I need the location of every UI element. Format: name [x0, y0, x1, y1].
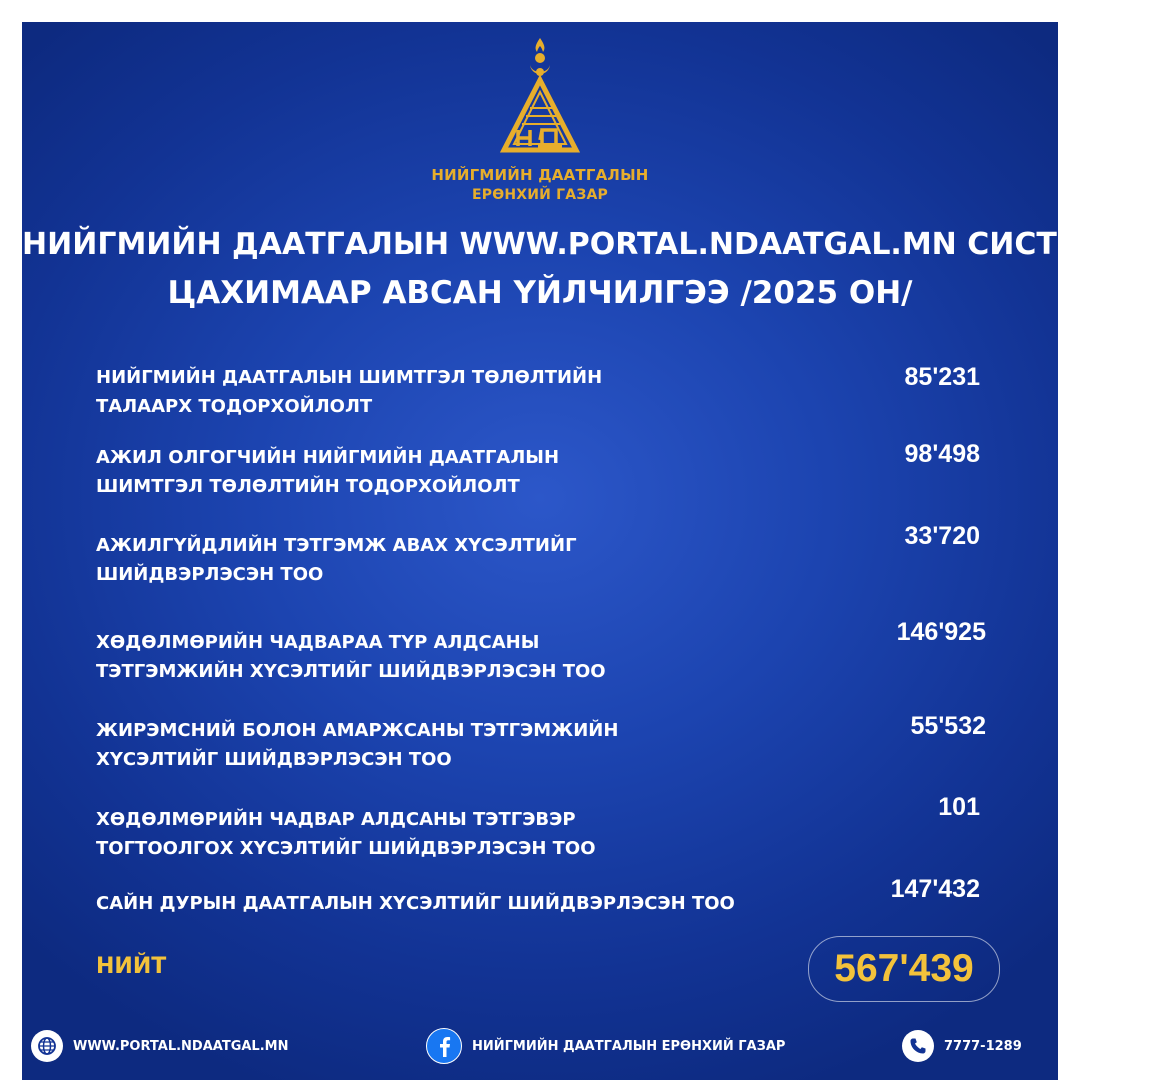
phone-icon [902, 1030, 934, 1062]
page-title-line1: НИЙГМИЙН ДААТГАЛЫН WWW.PORTAL.NDAATGAL.MN СИСТЕМЭЭС [22, 227, 1173, 262]
stat-row-label [96, 443, 616, 501]
stat-label-line2: ТЭТГЭМЖИЙН ХҮСЭЛТИЙГ ШИЙДВЭРЛЭСЭН ТОО [96, 661, 606, 682]
stat-label-line1: ЖИРЭМСНИЙ БОЛОН АМАРЖСАНЫ ТЭТГЭМЖИЙН [96, 720, 619, 741]
stat-label-line1: САЙН ДУРЫН ДААТГАЛЫН ХҮСЭЛТИЙГ ШИЙДВЭРЛЭСЭН ТОО [96, 893, 735, 914]
infographic-panel [22, 22, 1173, 1080]
org-name-line1: НИЙГМИЙН ДААТГАЛЫН [431, 166, 649, 184]
stat-value: 98'498 [904, 440, 980, 468]
stat-label-line2: ШИМТГЭЛ ТӨЛӨЛТИЙН ТОДОРХОЙЛОЛТ [96, 476, 520, 497]
ndaatgal-emblem-icon [490, 36, 590, 156]
footer-phone[interactable] [902, 1030, 1022, 1062]
total-badge [808, 936, 1000, 1002]
stat-label-line2: ТАЛААРХ ТОДОРХОЙЛОЛТ [96, 396, 373, 417]
footer-website[interactable] [31, 1030, 288, 1062]
stat-label-line1: ХӨДӨЛМӨРИЙН ЧАДВАРАА ТҮР АЛДСАНЫ [96, 632, 540, 653]
stat-value: 147'432 [890, 875, 980, 903]
stat-value: 146'925 [896, 618, 986, 646]
globe-icon [31, 1030, 63, 1062]
stat-row-label [96, 363, 616, 421]
phone-number[interactable]: 7777-1289 [944, 1038, 1022, 1054]
stat-label-line1: ХӨДӨЛМӨРИЙН ЧАДВАР АЛДСАНЫ ТЭТГЭВЭР [96, 809, 576, 830]
org-name-line2: ЕРӨНХИЙ ГАЗАР [472, 187, 608, 203]
header-logo [22, 36, 1058, 206]
stat-row-label [96, 628, 616, 686]
stat-value: 85'231 [904, 363, 980, 391]
footer-facebook[interactable] [426, 1028, 785, 1064]
stat-row-label [96, 889, 735, 918]
stat-label-line1: НИЙГМИЙН ДААТГАЛЫН ШИМТГЭЛ ТӨЛӨЛТИЙН [96, 367, 603, 388]
stat-label-line1: АЖИЛГҮЙДЛИЙН ТЭТГЭМЖ АВАХ ХҮСЭЛТИЙГ [96, 535, 577, 556]
stat-value: 101 [938, 793, 980, 821]
stat-label-line2: ТОГТООЛГОХ ХҮСЭЛТИЙГ ШИЙДВЭРЛЭСЭН ТОО [96, 838, 596, 859]
stat-row-label [96, 805, 616, 863]
stat-row-label [96, 716, 619, 774]
total-label: НИЙТ [96, 954, 167, 979]
stat-value: 55'532 [910, 712, 986, 740]
page-title-line2: ЦАХИМААР АВСАН ҮЙЛЧИЛГЭЭ /2025 ОН/ [167, 275, 913, 311]
facebook-page-link[interactable]: НИЙГМИЙН ДААТГАЛЫН ЕРӨНХИЙ ГАЗАР [472, 1038, 786, 1054]
website-link[interactable]: WWW.PORTAL.NDAATGAL.MN [73, 1038, 289, 1054]
stat-row-label [96, 531, 616, 589]
total-value: 567'439 [834, 947, 974, 990]
stat-label-line2: ШИЙДВЭРЛЭСЭН ТОО [96, 564, 324, 585]
stat-label-line2: ХҮСЭЛТИЙГ ШИЙДВЭРЛЭСЭН ТОО [96, 749, 452, 770]
facebook-icon [426, 1028, 462, 1064]
stat-value: 33'720 [904, 522, 980, 550]
stat-label-line1: АЖИЛ ОЛГОГЧИЙН НИЙГМИЙН ДААТГАЛЫН [96, 447, 560, 468]
